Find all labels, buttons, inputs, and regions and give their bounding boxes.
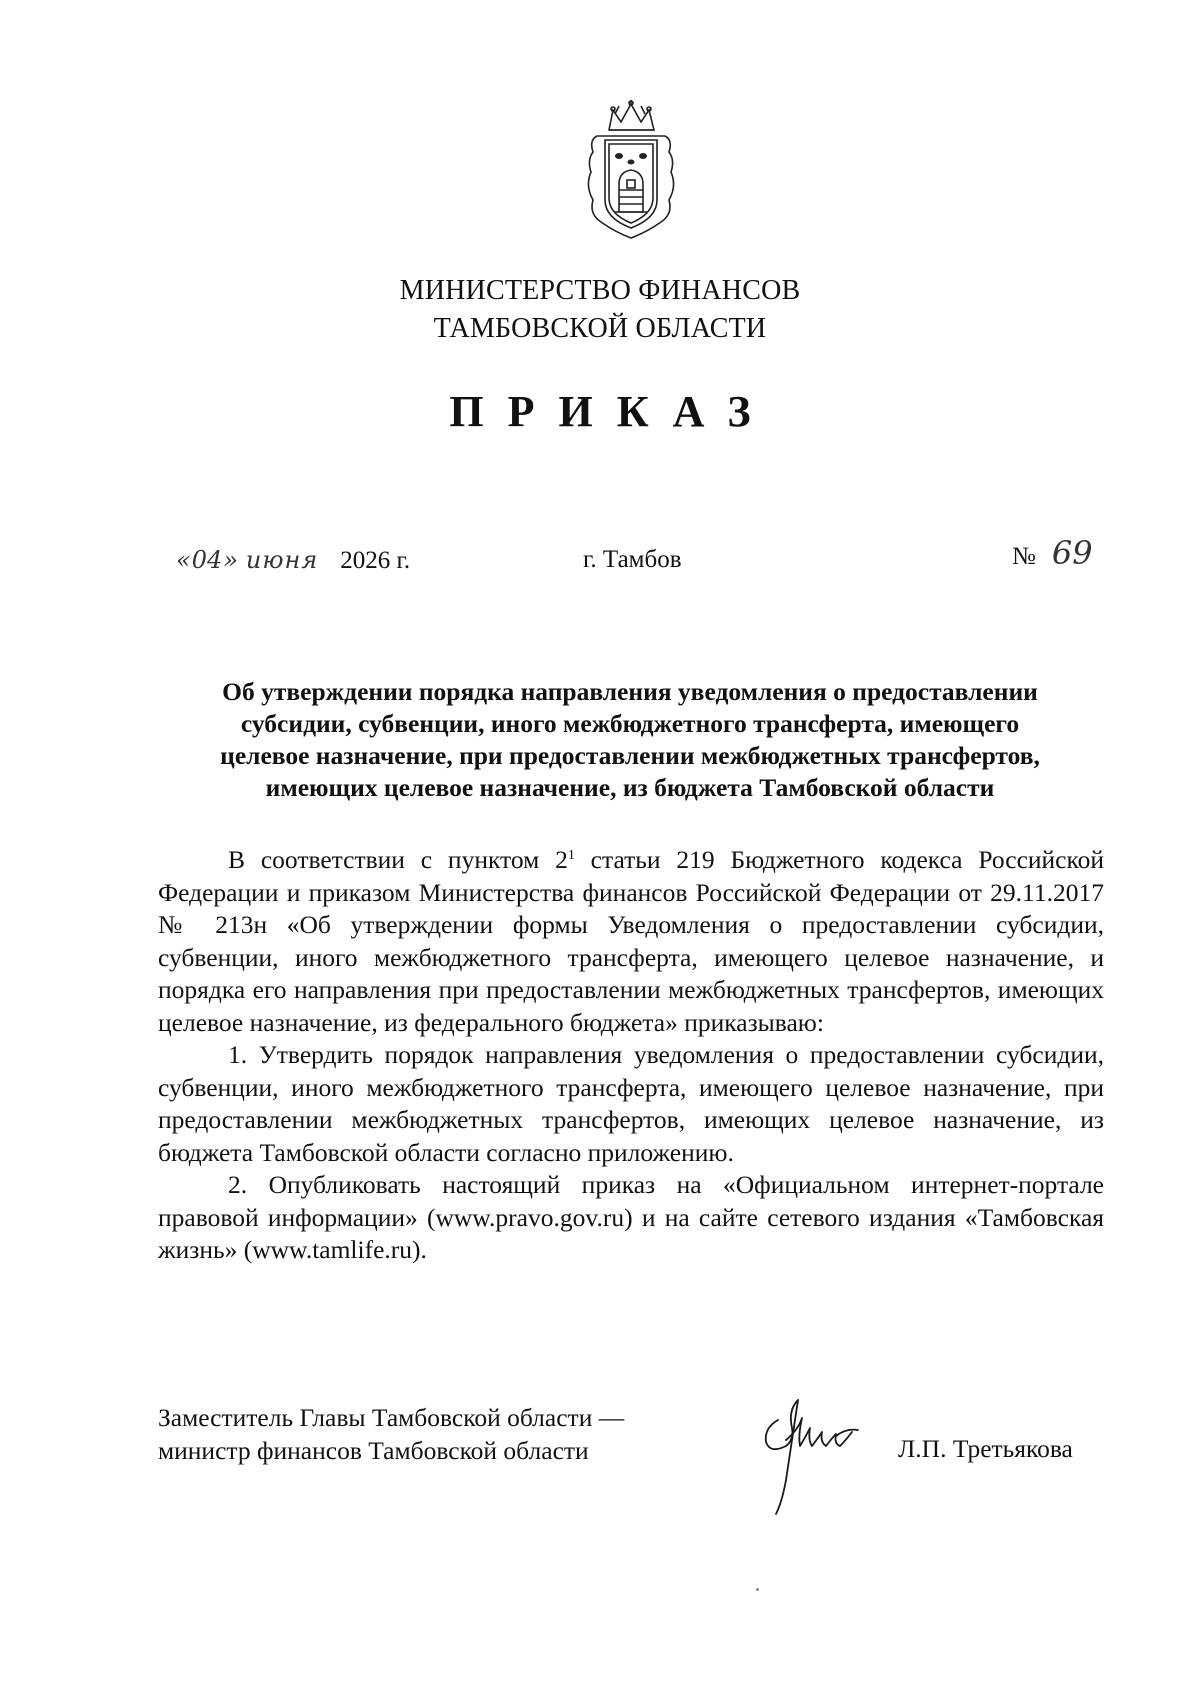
quote-close: » [223,546,238,574]
paragraph-item-1: 1. Утвердить порядок направления уведомления о предоставлении субсидии, субвенции, иного межбюджетного трансферта, имеющего целевое назначение, при предоставлении межбюджетных трансфертов, имеющих целевое назначение, из бюджета Тамбовской области согласно приложению. [158,1040,1104,1167]
handwritten-signature-icon [736,1380,886,1530]
city: г. Тамбов [583,546,682,573]
number-label: № [1012,543,1036,570]
heading-line-2: субсидии, субвенции, иного межбюджетного трансферта, имеющего [240,709,1020,738]
document-heading [160,676,1100,804]
ministry-name [300,272,900,348]
document-meta [0,534,1200,596]
paragraph-item-2: 2. Опубликовать настоящий приказ на «Официальном интернет-портале правовой информации» (www.pravo.gov.ru) и на сайте сетевого издания «Тамбовская жизнь» (www.tamlife.ru). [158,1170,1104,1264]
quote-open: « [176,546,191,574]
signature-block [158,1402,1108,1602]
document-type-title: ПРИКАЗ [449,387,775,436]
signatory-position [158,1402,624,1467]
handwritten-month: июня [245,546,319,574]
ministry-line-2: ТАМБОВСКОЙ ОБЛАСТИ [433,313,767,344]
document-number [1012,534,1093,572]
position-line-2: министр финансов Тамбовской области [158,1435,589,1465]
heading-line-4: имеющих целевое назначение, из бюджета Тамбовской области [265,773,995,802]
handwritten-day: 04 [191,546,223,574]
document-body [158,844,1104,1267]
paragraph-preamble [158,844,1104,1039]
position-line-1: Заместитель Главы Тамбовской области — [158,1403,625,1432]
handwritten-number: 69 [1051,534,1093,572]
preamble-text-rest: статьи 219 Бюджетного кодекса Российской Федерации и приказом Министерства финансов Российской Федерации от 29.11.2017 № 213н «Об утверждении формы Уведомления о предоставлении субсидии, субвенции, иного межбюджетного трансферта, имеющего целевое назначение, и порядка его направления при предоставлении межбюджетных трансфертов, имеющих целевое назначение, из федерального бюджета» приказываю: [158,845,1104,1037]
coat-of-arms-icon [579,100,684,240]
preamble-text-start: В соответствии с пунктом 2 [228,845,568,874]
scan-speck [756,1588,759,1591]
superscript: 1 [567,848,575,863]
heading-line-1: Об утверждении порядка направления уведомления о предоставлении [222,677,1038,706]
year: 2026 г. [340,547,411,574]
signatory-name: Л.П. Третьякова [898,1434,1073,1463]
heading-line-3: целевое назначение, при предоставлении межбюджетных трансфертов, [220,741,1040,770]
document-date [176,546,410,575]
ministry-line-1: МИНИСТЕРСТВО ФИНАНСОВ [399,275,801,306]
